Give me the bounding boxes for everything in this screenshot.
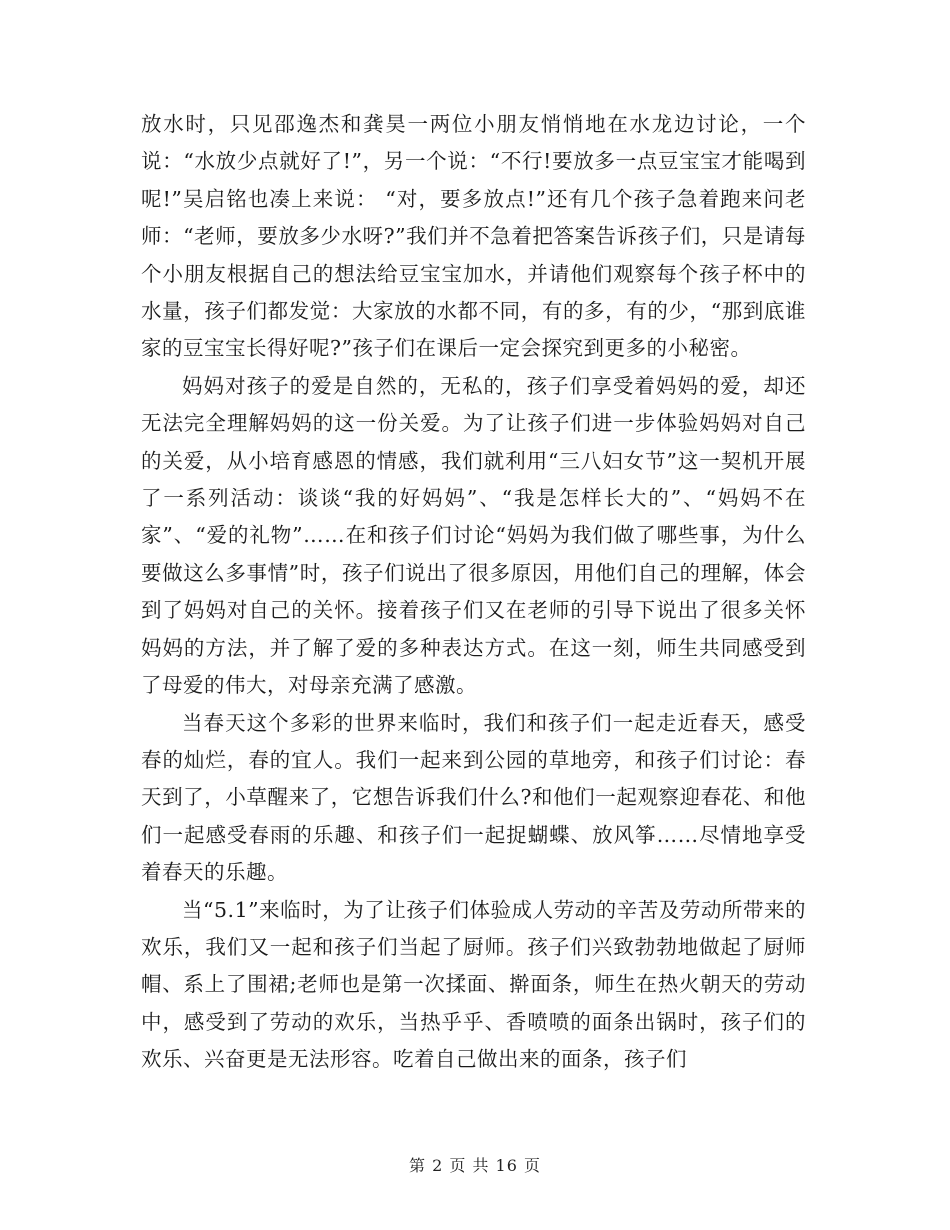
document-body — [141, 106, 806, 1079]
page-number-footer: 第 2 页 共 16 页 — [409, 1156, 541, 1175]
paragraph-1: 放水时，只见邵逸杰和龚昊一两位小朋友悄悄地在水龙边讨论，一个说：“水放少点就好了!”，另一个说：“不行!要放多一点豆宝宝才能喝到呢!”吴启铭也凑上来说： “对，要多放点!”还有几个孩子急着跑来问老师：“老师，要放多少水呀?”我们并不急着把答案告诉孩子们，只是请每个小朋友根据自己的想法给豆宝宝加水，并请他们观察每个孩子杯中的水量，孩子们都发觉：大家放的水都不同，有的多，有的少，“那到底谁家的豆宝宝长得好呢?”孩子们在课后一定会探究到更多的小秘密。 — [141, 112, 806, 361]
paragraph-4: 当“5.1”来临时，为了让孩子们体验成人劳动的辛苦及劳动所带来的欢乐，我们又一起和孩子们当起了厨师。孩子们兴致勃勃地做起了厨师帽、系上了围裙;老师也是第一次揉面、擀面条，师生在热火朝天的劳动中，感受到了劳动的欢乐，当热乎乎、香喷喷的面条出锅时，孩子们的欢乐、兴奋更是无法形容。吃着自己做出来的面条，孩子们 — [141, 897, 806, 1072]
paragraph-3: 当春天这个多彩的世界来临时，我们和孩子们一起走近春天，感受春的灿烂，春的宜人。我们一起来到公园的草地旁，和孩子们讨论：春天到了，小草醒来了，它想告诉我们什么?和他们一起观察迎春花、和他们一起感受春雨的乐趣、和孩子们一起捉蝴蝶、放风筝……尽情地享受着春天的乐趣。 — [141, 710, 806, 885]
paragraph-2: 妈妈对孩子的爱是自然的，无私的，孩子们享受着妈妈的爱，却还无法完全理解妈妈的这一份关爱。为了让孩子们进一步体验妈妈对自己的关爱，从小培育感恩的情感，我们就利用“三八妇女节”这一契机开展了一系列活动：谈谈“我的好妈妈”、“我是怎样长大的”、“妈妈不在家”、“爱的礼物”……在和孩子们讨论“妈妈为我们做了哪些事，为什么要做这么多事情”时，孩子们说出了很多原因，用他们自己的理解，体会到了妈妈对自己的关怀。接着孩子们又在老师的引导下说出了很多关怀妈妈的方法，并了解了爱的多种表达方式。在这一刻，师生共同感受到了母爱的伟大，对母亲充满了感激。 — [141, 373, 806, 698]
